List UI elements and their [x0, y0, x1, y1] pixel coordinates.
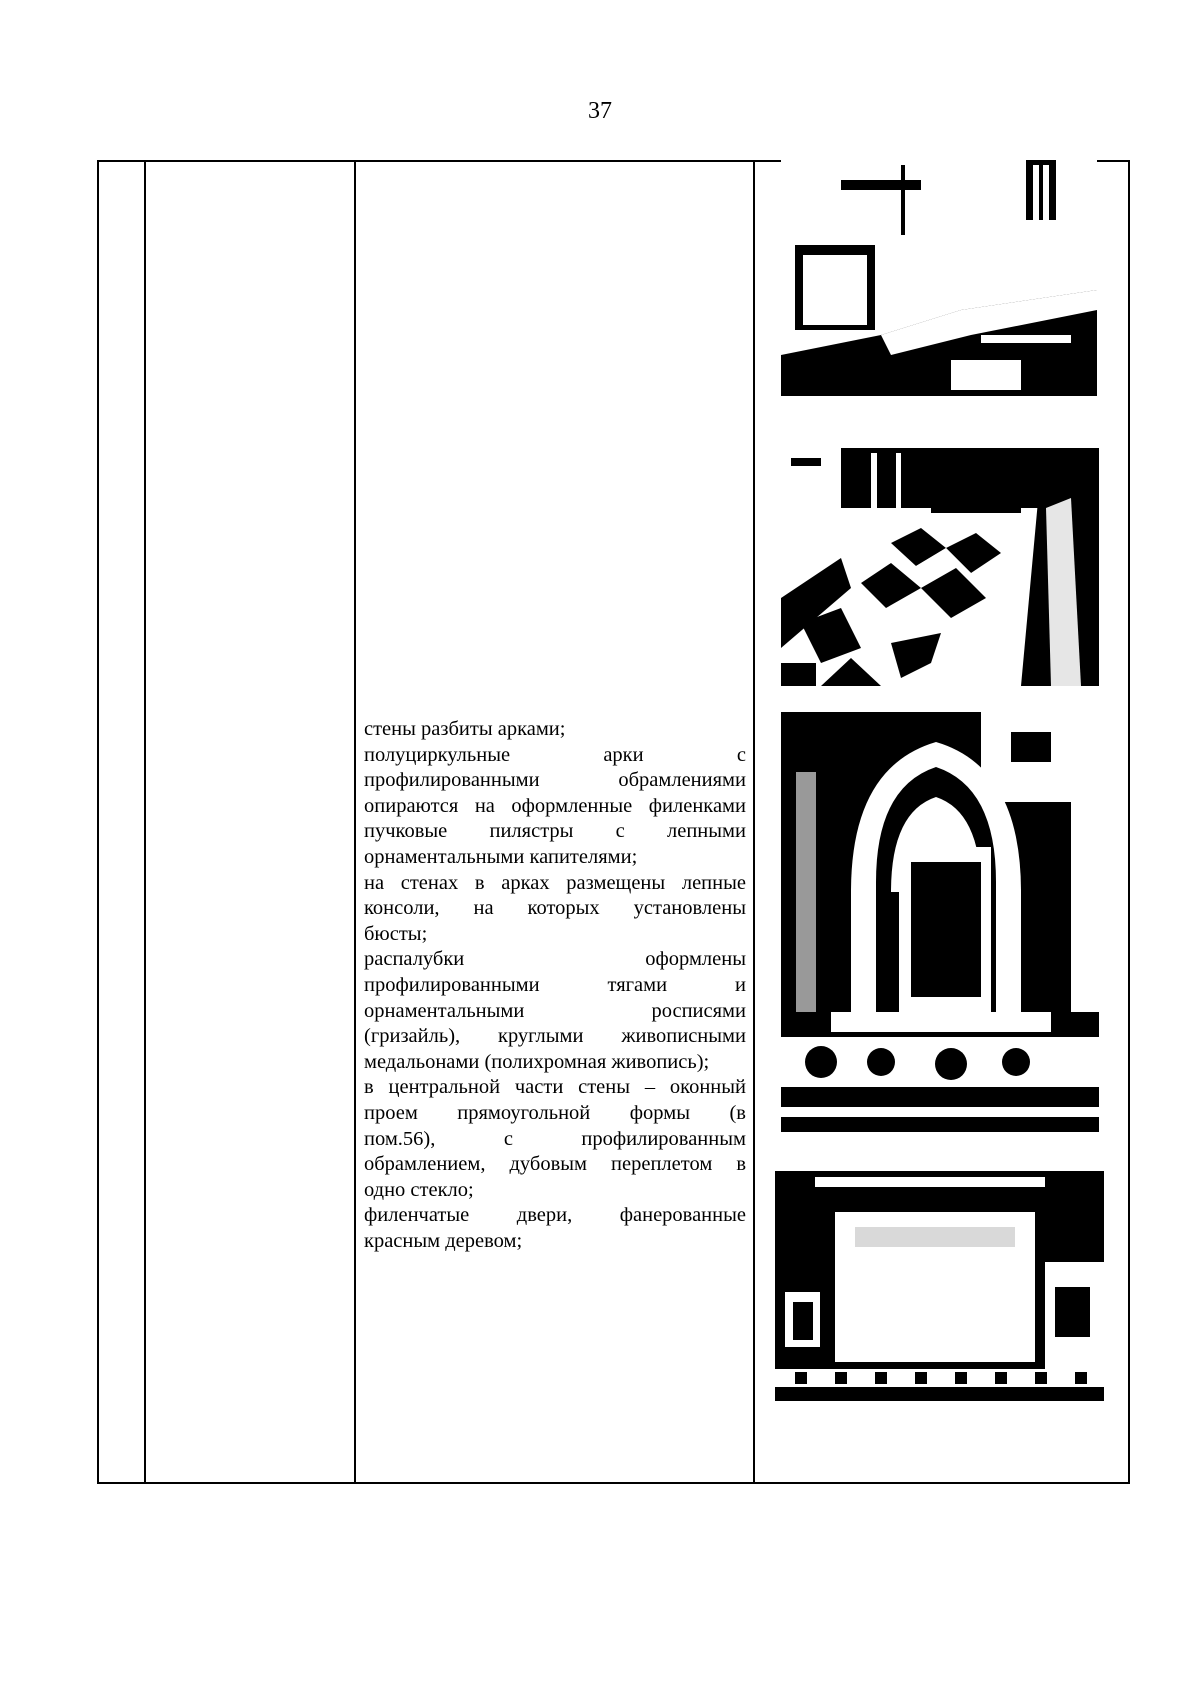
description-line: распалубки оформлены [364, 948, 746, 971]
description-line: красным деревом; [364, 1229, 523, 1252]
description-line: профилированными тягами и [364, 973, 746, 996]
description-line: медальонами (полихромная живопись); [364, 1050, 710, 1073]
description-line: в центральной части стены – оконный [364, 1076, 746, 1099]
page-number: 37 [588, 98, 612, 124]
description-line: пом.56), с профилированным [364, 1127, 746, 1150]
photo-panel-cornice [775, 1157, 1104, 1401]
description-line: профилированными обрамлениями [364, 769, 746, 792]
photo-arched-window [781, 712, 1099, 1132]
description-line: обрамлением, дубовым переплетом в [364, 1153, 746, 1176]
column-divider [354, 162, 356, 1482]
description-line: опираются на оформленные филенками [364, 794, 746, 817]
column-divider [144, 162, 146, 1482]
description-line: (гризайль), круглыми живописными [364, 1025, 746, 1048]
photo-checkered-floor [781, 448, 1099, 686]
description-line: проем прямоугольной формы (в [364, 1101, 746, 1124]
description-text [364, 717, 746, 1254]
description-line: стены разбиты арками; [364, 718, 566, 740]
description-line: полуциркульные арки с [364, 743, 746, 766]
description-line: бюсты; [364, 922, 428, 945]
column-divider [753, 162, 755, 1482]
description-line: филенчатые двери, фанерованные [364, 1204, 746, 1227]
description-line: пучковые пилястры с лепными [364, 820, 746, 843]
description-line: одно стекло; [364, 1178, 474, 1201]
description-line: орнаментальными капителями; [364, 845, 638, 868]
photo-interior-corner [781, 160, 1097, 396]
description-line: консоли, на которых установлены [364, 897, 746, 920]
description-line: орнаментальными росписями [364, 999, 746, 1022]
description-line: на стенах в арках размещены лепные [364, 871, 746, 894]
